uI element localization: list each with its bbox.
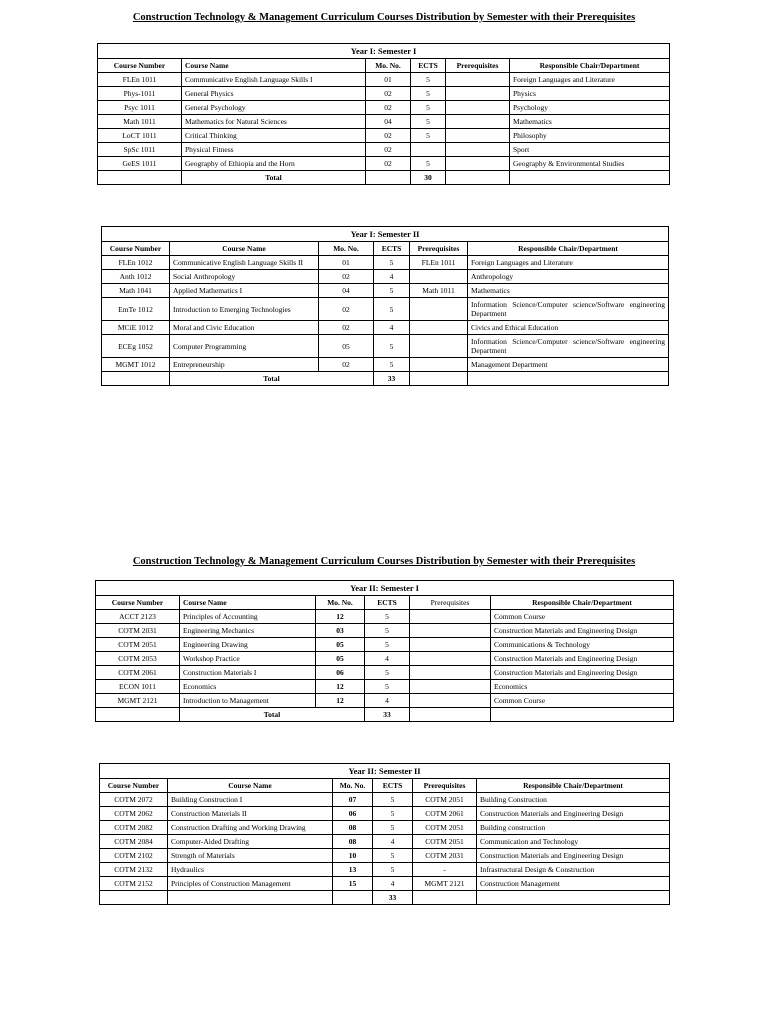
table-caption: Year I: Semester I — [98, 44, 670, 59]
table-row — [100, 793, 670, 807]
prerequisite-cell — [410, 298, 468, 321]
col-ects: ECTS — [365, 596, 410, 610]
course-number-cell: COTM 2132 — [100, 863, 168, 877]
mo-no-cell: 02 — [366, 101, 411, 115]
total-label: Total — [170, 372, 374, 386]
prerequisite-cell: - — [413, 863, 477, 877]
table-row — [98, 101, 670, 115]
table-row — [96, 624, 674, 638]
mo-no-cell: 08 — [333, 835, 373, 849]
responsible-dept-cell: Communications & Technology — [491, 638, 674, 652]
course-name-cell: Applied Mathematics I — [170, 284, 319, 298]
prerequisite-cell: FLEn 1011 — [410, 256, 468, 270]
table-row — [98, 143, 670, 157]
ects-cell: 5 — [365, 624, 410, 638]
course-name-cell: Computer-Aided Drafting — [168, 835, 333, 849]
course-number-cell: MGMT 1012 — [102, 358, 170, 372]
mo-no-cell: 02 — [366, 129, 411, 143]
prerequisite-cell: Math 1011 — [410, 284, 468, 298]
course-name-cell: General Physics — [182, 87, 366, 101]
table-row — [98, 115, 670, 129]
course-number-cell: Phys-1011 — [98, 87, 182, 101]
mo-no-cell: 05 — [316, 638, 365, 652]
col-prerequisites: Prerequisites — [446, 59, 510, 73]
table-y1s1 — [97, 43, 670, 185]
mo-no-cell: 05 — [316, 652, 365, 666]
course-name-cell: Introduction to Management — [180, 694, 316, 708]
table-row — [102, 335, 669, 358]
col-responsible: Responsible Chair/Department — [468, 242, 669, 256]
responsible-dept-cell: Mathematics — [468, 284, 669, 298]
prerequisite-cell — [410, 638, 491, 652]
prerequisite-cell — [446, 115, 510, 129]
prerequisite-cell — [446, 143, 510, 157]
table-row — [98, 157, 670, 171]
responsible-dept-cell: Construction Management — [477, 877, 670, 891]
responsible-dept-cell: Communication and Technology — [477, 835, 670, 849]
course-number-cell: ECEg 1052 — [102, 335, 170, 358]
table-row — [102, 358, 669, 372]
mo-no-cell: 02 — [366, 143, 411, 157]
mo-no-cell: 12 — [316, 680, 365, 694]
prerequisite-cell — [410, 666, 491, 680]
prerequisite-cell — [410, 652, 491, 666]
mo-no-cell: 08 — [333, 821, 373, 835]
ects-cell — [411, 143, 446, 157]
prerequisite-cell — [446, 129, 510, 143]
course-number-cell: FLEn 1011 — [98, 73, 182, 87]
col-course-name: Course Name — [180, 596, 316, 610]
total-label: Total — [180, 708, 365, 722]
course-name-cell: Engineering Mechanics — [180, 624, 316, 638]
prerequisite-cell — [410, 358, 468, 372]
mo-no-cell: 02 — [319, 358, 374, 372]
ects-cell: 5 — [365, 638, 410, 652]
responsible-dept-cell: Infrastructural Design & Construction — [477, 863, 670, 877]
responsible-dept-cell: Physics — [510, 87, 670, 101]
col-course-number: Course Number — [102, 242, 170, 256]
ects-cell: 5 — [411, 73, 446, 87]
col-course-number: Course Number — [96, 596, 180, 610]
course-name-cell: Engineering Drawing — [180, 638, 316, 652]
course-name-cell: Building Construction I — [168, 793, 333, 807]
col-mo-no: Mo. No. — [319, 242, 374, 256]
responsible-dept-cell: Information Science/Computer science/Software engineering Department — [468, 298, 669, 321]
ects-cell: 5 — [373, 849, 413, 863]
course-number-cell: Math 1041 — [102, 284, 170, 298]
col-ects: ECTS — [373, 779, 413, 793]
responsible-dept-cell: Geography & Environmental Studies — [510, 157, 670, 171]
col-prerequisites: Prerequisites — [410, 242, 468, 256]
course-name-cell: Physical Fitness — [182, 143, 366, 157]
table-y2s1 — [95, 580, 674, 722]
mo-no-cell: 04 — [319, 284, 374, 298]
total-ects: 33 — [373, 891, 413, 905]
mo-no-cell: 06 — [316, 666, 365, 680]
col-mo-no: Mo. No. — [333, 779, 373, 793]
mo-no-cell: 02 — [319, 270, 374, 284]
table-row — [100, 835, 670, 849]
course-number-cell: COTM 2102 — [100, 849, 168, 863]
course-number-cell: COTM 2051 — [96, 638, 180, 652]
prerequisite-cell — [410, 321, 468, 335]
ects-cell: 5 — [365, 680, 410, 694]
prerequisite-cell: COTM 2051 — [413, 835, 477, 849]
course-name-cell: Communicative English Language Skills II — [170, 256, 319, 270]
course-name-cell: Principles of Construction Management — [168, 877, 333, 891]
responsible-dept-cell: Construction Materials and Engineering Design — [491, 652, 674, 666]
mo-no-cell: 05 — [319, 335, 374, 358]
table-row — [100, 821, 670, 835]
total-ects: 33 — [365, 708, 410, 722]
ects-cell: 5 — [411, 129, 446, 143]
responsible-dept-cell: Information Science/Computer science/Software engineering Department — [468, 335, 669, 358]
responsible-dept-cell: Foreign Languages and Literature — [510, 73, 670, 87]
ects-cell: 5 — [373, 821, 413, 835]
prerequisite-cell: COTM 2051 — [413, 821, 477, 835]
responsible-dept-cell: Psychology — [510, 101, 670, 115]
ects-cell: 5 — [411, 115, 446, 129]
course-name-cell: Communicative English Language Skills I — [182, 73, 366, 87]
ects-cell: 5 — [374, 284, 410, 298]
ects-cell: 5 — [373, 793, 413, 807]
course-number-cell: MCiE 1012 — [102, 321, 170, 335]
ects-cell: 5 — [374, 298, 410, 321]
prerequisite-cell: COTM 2031 — [413, 849, 477, 863]
ects-cell: 4 — [374, 270, 410, 284]
course-number-cell: COTM 2053 — [96, 652, 180, 666]
col-course-number: Course Number — [100, 779, 168, 793]
ects-cell: 5 — [365, 610, 410, 624]
table-row — [96, 666, 674, 680]
prerequisite-cell — [410, 694, 491, 708]
table-row — [96, 652, 674, 666]
responsible-dept-cell: Construction Materials and Engineering Design — [477, 849, 670, 863]
course-number-cell: LoCT 1011 — [98, 129, 182, 143]
mo-no-cell: 10 — [333, 849, 373, 863]
table-y2s2 — [99, 763, 670, 905]
table-row — [96, 694, 674, 708]
mo-no-cell: 13 — [333, 863, 373, 877]
course-number-cell: Anth 1012 — [102, 270, 170, 284]
ects-cell: 5 — [411, 87, 446, 101]
ects-cell: 4 — [373, 877, 413, 891]
col-course-name: Course Name — [182, 59, 366, 73]
prerequisite-cell — [410, 680, 491, 694]
table-row — [102, 298, 669, 321]
course-name-cell: Computer Programming — [170, 335, 319, 358]
col-mo-no: Mo. No. — [366, 59, 411, 73]
total-ects: 33 — [374, 372, 410, 386]
course-number-cell: COTM 2152 — [100, 877, 168, 891]
course-number-cell: FLEn 1012 — [102, 256, 170, 270]
table-row — [98, 87, 670, 101]
table-row — [98, 129, 670, 143]
course-number-cell: ACCT 2123 — [96, 610, 180, 624]
course-number-cell: GeES 1011 — [98, 157, 182, 171]
col-ects: ECTS — [374, 242, 410, 256]
col-prerequisites: Prerequisites — [410, 596, 491, 610]
course-name-cell: Construction Drafting and Working Drawing — [168, 821, 333, 835]
course-name-cell: Introduction to Emerging Technologies — [170, 298, 319, 321]
table-caption: Year II: Semester II — [100, 764, 670, 779]
col-responsible: Responsible Chair/Department — [510, 59, 670, 73]
course-name-cell: Construction Materials II — [168, 807, 333, 821]
ects-cell: 5 — [373, 807, 413, 821]
course-number-cell: SpSc 1011 — [98, 143, 182, 157]
mo-no-cell: 12 — [316, 610, 365, 624]
table-row — [102, 270, 669, 284]
col-course-number: Course Number — [98, 59, 182, 73]
mo-no-cell: 02 — [366, 87, 411, 101]
table-row — [100, 807, 670, 821]
responsible-dept-cell: Building construction — [477, 821, 670, 835]
prerequisite-cell: COTM 2051 — [413, 793, 477, 807]
ects-cell: 5 — [374, 358, 410, 372]
table-row — [96, 610, 674, 624]
col-ects: ECTS — [411, 59, 446, 73]
course-number-cell: EmTe 1012 — [102, 298, 170, 321]
course-number-cell: COTM 2084 — [100, 835, 168, 849]
course-name-cell: Entrepreneurship — [170, 358, 319, 372]
mo-no-cell: 02 — [319, 298, 374, 321]
mo-no-cell: 01 — [366, 73, 411, 87]
prerequisite-cell — [446, 87, 510, 101]
table-row — [100, 849, 670, 863]
table-row — [100, 877, 670, 891]
course-number-cell: Psyc 1011 — [98, 101, 182, 115]
prerequisite-cell — [410, 624, 491, 638]
table-row — [96, 638, 674, 652]
ects-cell: 5 — [374, 335, 410, 358]
mo-no-cell: 02 — [319, 321, 374, 335]
course-number-cell: COTM 2062 — [100, 807, 168, 821]
total-ects: 30 — [411, 171, 446, 185]
course-name-cell: Strength of Materials — [168, 849, 333, 863]
responsible-dept-cell: Foreign Languages and Literature — [468, 256, 669, 270]
responsible-dept-cell: Construction Materials and Engineering Design — [491, 624, 674, 638]
mo-no-cell: 12 — [316, 694, 365, 708]
course-name-cell: Economics — [180, 680, 316, 694]
course-number-cell: Math 1011 — [98, 115, 182, 129]
responsible-dept-cell: Management Department — [468, 358, 669, 372]
prerequisite-cell — [446, 73, 510, 87]
course-name-cell: Moral and Civic Education — [170, 321, 319, 335]
mo-no-cell: 15 — [333, 877, 373, 891]
ects-cell: 4 — [374, 321, 410, 335]
course-name-cell: Critical Thinking — [182, 129, 366, 143]
prerequisite-cell — [446, 157, 510, 171]
responsible-dept-cell: Sport — [510, 143, 670, 157]
mo-no-cell: 01 — [319, 256, 374, 270]
table-row — [98, 73, 670, 87]
table-row — [96, 680, 674, 694]
table-caption: Year I: Semester II — [102, 227, 669, 242]
table-y1s2 — [101, 226, 669, 386]
mo-no-cell: 02 — [366, 157, 411, 171]
table-row — [102, 256, 669, 270]
course-name-cell: Social Anthropology — [170, 270, 319, 284]
course-name-cell: Construction Materials I — [180, 666, 316, 680]
ects-cell: 4 — [365, 694, 410, 708]
prerequisite-cell — [410, 610, 491, 624]
prerequisite-cell — [446, 101, 510, 115]
page-heading-2: Construction Technology & Management Curriculum Courses Distribution by Semester with their Prerequisites — [132, 556, 636, 567]
course-number-cell: COTM 2031 — [96, 624, 180, 638]
prerequisite-cell — [410, 270, 468, 284]
course-number-cell: COTM 2061 — [96, 666, 180, 680]
ects-cell: 4 — [373, 835, 413, 849]
course-name-cell: Workshop Practice — [180, 652, 316, 666]
ects-cell: 5 — [411, 157, 446, 171]
course-name-cell: Geography of Ethiopia and the Horn — [182, 157, 366, 171]
course-name-cell: Hydraulics — [168, 863, 333, 877]
ects-cell: 5 — [411, 101, 446, 115]
prerequisite-cell: COTM 2061 — [413, 807, 477, 821]
mo-no-cell: 06 — [333, 807, 373, 821]
course-number-cell: ECON 1011 — [96, 680, 180, 694]
table-row — [102, 284, 669, 298]
col-course-name: Course Name — [168, 779, 333, 793]
ects-cell: 5 — [374, 256, 410, 270]
mo-no-cell: 07 — [333, 793, 373, 807]
responsible-dept-cell: Anthropology — [468, 270, 669, 284]
responsible-dept-cell: Common Course — [491, 610, 674, 624]
col-prerequisites: Prerequisites — [413, 779, 477, 793]
responsible-dept-cell: Construction Materials and Engineering Design — [477, 807, 670, 821]
col-responsible: Responsible Chair/Department — [477, 779, 670, 793]
course-number-cell: COTM 2072 — [100, 793, 168, 807]
course-number-cell: MGMT 2121 — [96, 694, 180, 708]
ects-cell: 4 — [365, 652, 410, 666]
table-row — [102, 321, 669, 335]
course-name-cell: Mathematics for Natural Sciences — [182, 115, 366, 129]
course-number-cell: COTM 2082 — [100, 821, 168, 835]
responsible-dept-cell: Mathematics — [510, 115, 670, 129]
table-caption: Year II: Semester I — [96, 581, 674, 596]
col-course-name: Course Name — [170, 242, 319, 256]
responsible-dept-cell: Construction Materials and Engineering Design — [491, 666, 674, 680]
total-label: Total — [182, 171, 366, 185]
responsible-dept-cell: Philosophy — [510, 129, 670, 143]
prerequisite-cell: MGMT 2121 — [413, 877, 477, 891]
col-responsible: Responsible Chair/Department — [491, 596, 674, 610]
mo-no-cell: 04 — [366, 115, 411, 129]
responsible-dept-cell: Civics and Ethical Education — [468, 321, 669, 335]
responsible-dept-cell: Common Course — [491, 694, 674, 708]
page-heading-1: Construction Technology & Management Curriculum Courses Distribution by Semester with their Prerequisites — [132, 12, 636, 23]
ects-cell: 5 — [373, 863, 413, 877]
table-row — [100, 863, 670, 877]
ects-cell: 5 — [365, 666, 410, 680]
responsible-dept-cell: Building Construction — [477, 793, 670, 807]
responsible-dept-cell: Economics — [491, 680, 674, 694]
mo-no-cell: 03 — [316, 624, 365, 638]
course-name-cell: General Psychology — [182, 101, 366, 115]
col-mo-no: Mo. No. — [316, 596, 365, 610]
prerequisite-cell — [410, 335, 468, 358]
course-name-cell: Principles of Accounting — [180, 610, 316, 624]
